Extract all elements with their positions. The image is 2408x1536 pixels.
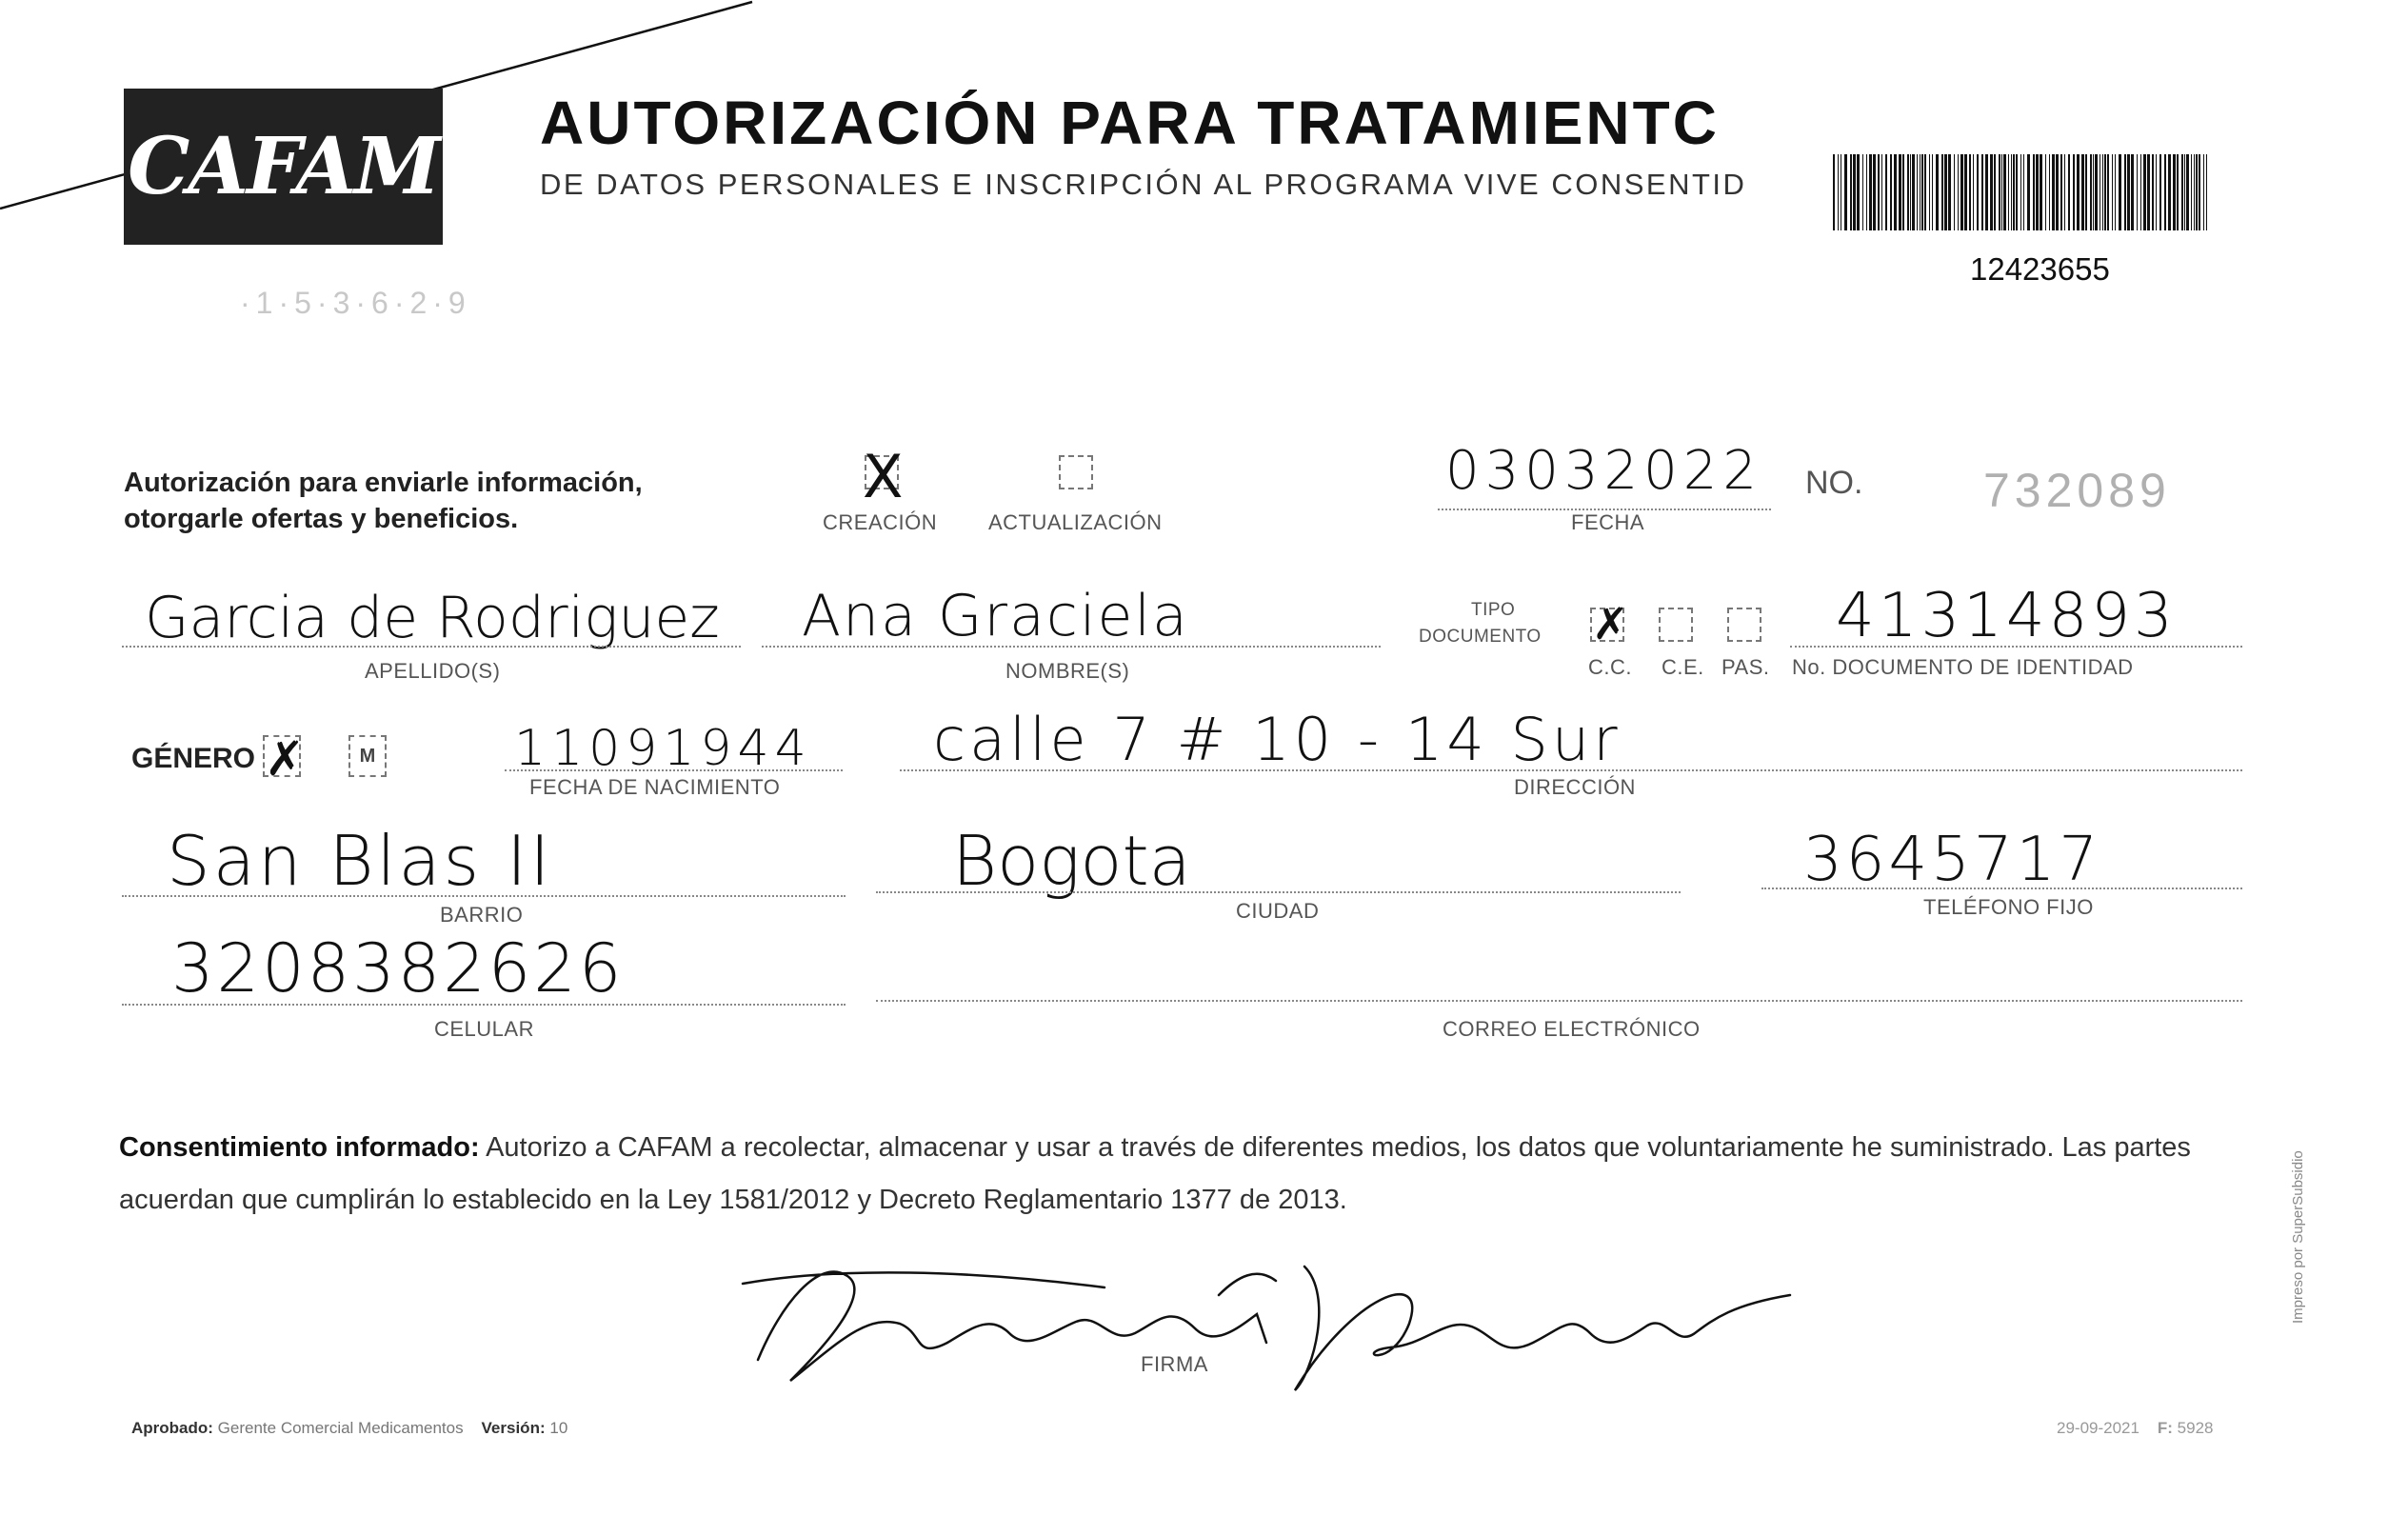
email-label: CORREO ELECTRÓNICO — [1443, 1017, 1701, 1041]
doc-ce-checkbox[interactable] — [1659, 608, 1693, 642]
doc-cc-check-mark: ✗ — [1592, 598, 1629, 649]
names-line — [762, 646, 1381, 648]
footer-date: 29-09-2021 — [2057, 1419, 2139, 1437]
form-subtitle: DE DATOS PERSONALES E INSCRIPCIÓN AL PROGRAMA VIVE CONSENTID — [540, 168, 1747, 201]
names-label: NOMBRE(S) — [1005, 659, 1130, 683]
update-checkbox[interactable] — [1059, 455, 1093, 489]
form-number-label: NO. — [1805, 465, 1863, 501]
doc-type-label-2: DOCUMENTO — [1419, 627, 1542, 647]
address-label: DIRECCIÓN — [1514, 775, 1636, 799]
birth-date-value: 11091944 — [514, 720, 812, 777]
code-value: 5928 — [2177, 1419, 2214, 1437]
authorization-line-2: otorgarle ofertas y beneficios. — [124, 504, 519, 534]
birth-date-label: FECHA DE NACIMIENTO — [529, 775, 781, 799]
neighborhood-line — [122, 895, 846, 897]
neighborhood-value: San Blas II — [167, 821, 553, 901]
form-number: 732089 — [1983, 464, 2171, 517]
consent-text: Autorizo a CAFAM a recolectar, almacenar y usar a través de diferentes medios, los datos que voluntariamente he suministrado. Las partes acuerdan que cumplirán lo establecido en la Ley 1581/2012 y Decreto Reglamentario 1377 de 2013. — [119, 1132, 2191, 1215]
approved-label: Aprobado: — [131, 1419, 213, 1437]
city-line — [876, 891, 1681, 893]
cafam-logo: CAFAM — [124, 89, 443, 245]
neighborhood-label: BARRIO — [440, 903, 524, 927]
consent-heading: Consentimiento informado: — [119, 1132, 480, 1163]
surnames-value: Garcia de Rodriguez — [145, 585, 720, 651]
date-value: 03032022 — [1445, 440, 1763, 502]
doc-ce-label: C.E. — [1662, 655, 1704, 679]
gender-f-check-mark: ✗ — [265, 731, 305, 787]
footer-date-code — [2057, 1419, 2213, 1438]
signature-label: FIRMA — [1141, 1352, 1208, 1376]
doc-number-value: 41314893 — [1836, 581, 2177, 651]
doc-pas-label: PAS. — [1721, 655, 1770, 679]
date-label: FECHA — [1571, 510, 1645, 534]
city-value: Bogota — [952, 821, 1191, 901]
authorization-text — [124, 465, 643, 537]
surnames-label: APELLIDO(S) — [365, 659, 501, 683]
barcode — [1833, 154, 2214, 230]
phone-label: TELÉFONO FIJO — [1923, 895, 2094, 919]
footer-approval — [131, 1419, 567, 1438]
creation-label: CREACIÓN — [823, 510, 938, 534]
names-value: Ana Graciela — [802, 583, 1189, 649]
mobile-label: CELULAR — [434, 1017, 534, 1041]
authorization-line-1: Autorización para enviarle información, — [124, 468, 643, 498]
surnames-line — [122, 646, 741, 648]
city-label: CIUDAD — [1236, 899, 1320, 923]
barcode-number: 12423655 — [1970, 251, 2110, 287]
code-label: F: — [2157, 1419, 2173, 1437]
signature — [724, 1238, 1819, 1400]
update-label: ACTUALIZACIÓN — [988, 510, 1163, 534]
doc-type-label-1: TIPO — [1471, 600, 1516, 620]
mobile-value: 3208382626 — [171, 929, 625, 1007]
address-line — [900, 769, 2242, 771]
doc-pas-checkbox[interactable] — [1727, 608, 1761, 642]
doc-cc-label: C.C. — [1588, 655, 1632, 679]
birth-date-line — [505, 769, 843, 771]
version-value: 10 — [549, 1419, 568, 1437]
mobile-line — [122, 1004, 846, 1006]
creation-check-mark: X — [863, 442, 904, 511]
version-label: Versión: — [481, 1419, 546, 1437]
form-title: AUTORIZACIÓN PARA TRATAMIENTC — [540, 89, 1720, 157]
phone-line — [1761, 888, 2242, 889]
gender-m-checkbox[interactable]: M — [348, 735, 387, 777]
address-value: calle 7 # 10 - 14 Sur — [933, 705, 1622, 774]
doc-number-line — [1790, 646, 2242, 648]
consent-paragraph — [119, 1122, 2252, 1227]
gender-label: GÉNERO — [131, 743, 256, 774]
approved-value: Gerente Comercial Medicamentos — [217, 1419, 464, 1437]
phone-value: 3645717 — [1803, 825, 2102, 895]
side-print-text: Impreso por SuperSubsidio — [2290, 1150, 2306, 1324]
email-line — [876, 1000, 2242, 1002]
doc-number-label: No. DOCUMENTO DE IDENTIDAD — [1792, 655, 2134, 679]
faded-stamp-number: ·1·5·3·6·2·9 — [240, 286, 471, 320]
